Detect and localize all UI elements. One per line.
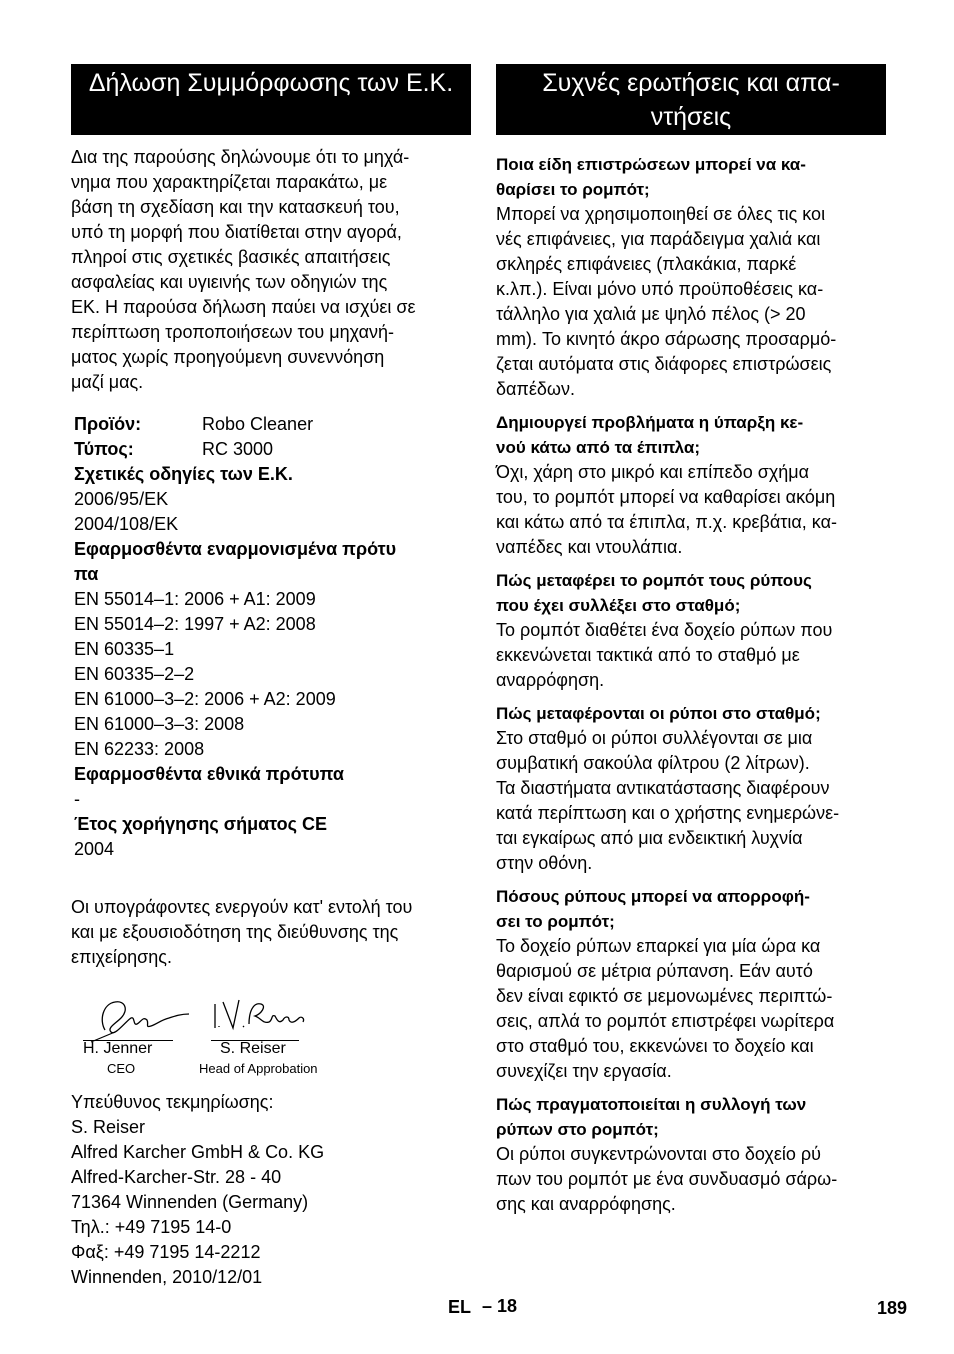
intro-line: ασφαλείας και υγιεινής των οδηγιών της (71, 272, 388, 292)
footer-language: EL (448, 1297, 472, 1317)
faq-heading (496, 64, 886, 135)
faq-question: Πώς μεταφέρονται οι ρύποι στο σταθμό; (496, 704, 821, 723)
faq-answer-line: Το ρομπότ διαθέτει ένα δοχείο ρύπων που (496, 620, 833, 640)
intro-line: υπό τη μορφή που διατίθεται στην αγορά, (71, 222, 402, 242)
signer2-role: Head of Approbation (199, 1061, 318, 1076)
faq-item (496, 1092, 886, 1217)
faq-question: σει το ρομπότ; (496, 912, 615, 931)
faq-answer (496, 934, 886, 1084)
national-label: Εφαρμοσθέντα εθνικά πρότυπα (74, 764, 344, 784)
harmonized-item: EN 60335–1 (74, 639, 175, 659)
faq-answer-line: Στο σταθμό οι ρύποι συλλέγονται σε μια (496, 728, 813, 748)
intro-line: ματος χωρίς προηγούμενη συνεννόηση (71, 347, 385, 367)
directives-label: Σχετικές οδηγίες των Ε.Κ. (74, 464, 293, 484)
declaration-heading-text: Δήλωση Συμμόρφωσης των Ε.Κ. (88, 69, 454, 97)
responsible-line: Υπεύθυνος τεκμηρίωσης: (71, 1092, 274, 1112)
faq-question: Ποια είδη επιστρώσεων μπορεί να κα- (496, 155, 806, 174)
faq-answer-line: Οι ρύποι συγκεντρώνονται στο δοχείο ρύ (496, 1144, 822, 1164)
faq-answer-line: θαρισμού σε μέτρια ρύπανση. Εάν αυτό (496, 961, 813, 981)
responsible-line: S. Reiser (71, 1117, 146, 1137)
faq-heading-line: Συχνές ερωτήσεις και απα- (542, 69, 840, 97)
faq-item (496, 884, 886, 1084)
intro-line: πληροί στις σχετικές βασικές απαιτήσεις (71, 247, 391, 267)
product-value: Robo Cleaner (202, 414, 314, 434)
type-row (74, 437, 471, 462)
faq-answer-line: νές επιφάνειες, για παράδειγμα χαλιά και (496, 229, 821, 249)
harmonized-item: EN 60335–2–2 (74, 664, 195, 684)
ce-label: Έτος χορήγησης σήματος CE (74, 814, 328, 834)
faq-answer-line: κ.λπ.). Είναι μόνο υπό προϋποθέσεις κα- (496, 279, 824, 299)
responsible-line: Τηλ.: +49 7195 14-0 (71, 1217, 232, 1237)
type-label: Τύπος: (74, 439, 134, 459)
faq-answer-line: σκληρές επιφάνειες (πλακάκια, παρκέ (496, 254, 797, 274)
faq-answer-line: σης και αναρρόφησης. (496, 1194, 676, 1214)
faq-answer-line: δαπέδων. (496, 379, 575, 399)
product-row (74, 412, 471, 437)
signer1-role: CEO (107, 1061, 136, 1076)
signature-reiser-image (209, 994, 309, 1038)
faq-answer-line: τάλληλο για χαλιά με ψηλό πέλος (> 20 (496, 304, 806, 324)
harmonized-item: EN 61000–3–3: 2008 (74, 714, 245, 734)
faq-answer-line: mm). Το κινητό άκρο σάρωσης προσαρμό- (496, 329, 837, 349)
signers-line: και με εξουσιοδότηση της διεύθυνσης της (71, 922, 399, 942)
harmonized-item: EN 55014–1: 2006 + A1: 2009 (74, 589, 316, 609)
signatures (71, 982, 471, 1074)
faq-answer-line: του, το ρομπότ μπορεί να καθαρίσει ακόμη (496, 487, 836, 507)
intro-line: Δια της παρούσης δηλώνουμε ότι το μηχά- (71, 147, 410, 167)
intro-line: περίπτωση τροποποιήσεων του μηχανή- (71, 322, 394, 342)
intro-line: μαζί μας. (71, 372, 144, 392)
ce-value: 2004 (74, 839, 115, 859)
faq-answer-line: συμβατική σακούλα φίλτρου (2 λίτρων). (496, 753, 810, 773)
footer-page-number: 189 (877, 1298, 908, 1318)
faq-item (496, 701, 886, 876)
responsible-line: Φαξ: +49 7195 14-2212 (71, 1242, 261, 1262)
faq-question: θαρίσει το ρομπότ; (496, 180, 650, 199)
responsible-line: Alfred-Karcher-Str. 28 - 40 (71, 1167, 282, 1187)
faq-answer-line: Τα διαστήματα αντικατάστασης διαφέρουν (496, 778, 830, 798)
faq-answer-line: στο σταθμό του, εκκενώνει το δοχείο και (496, 1036, 814, 1056)
faq-question: Πώς μεταφέρει το ρομπότ τους ρύπους (496, 571, 812, 590)
faq-answer-line: ται εγκαίρως από μια ενδεικτική λυχνία (496, 828, 803, 848)
faq-question: Δημιουργεί προβλήματα η ύπαρξη κε- (496, 413, 804, 432)
faq-item (496, 568, 886, 693)
type-value: RC 3000 (202, 439, 274, 459)
signer1-name: H. Jenner (83, 1040, 153, 1057)
faq-answer (496, 618, 886, 693)
signers-line: επιχείρησης. (71, 947, 172, 967)
harmonized-label: Εφαρμοσθέντα εναρμονισμένα πρότυ (74, 539, 397, 559)
responsible-line: Alfred Karcher GmbH & Co. KG (71, 1142, 325, 1162)
responsible-line: Winnenden, 2010/12/01 (71, 1267, 263, 1287)
faq-answer-line: πων του ρομπότ με ένα συνδυασμό σάρω- (496, 1169, 838, 1189)
faq-item (496, 410, 886, 560)
faq-answer-line: ζεται αυτόματα στις διάφορες επιστρώσεις (496, 354, 832, 374)
intro-line: ΕΚ. Η παρούσα δήλωση παύει να ισχύει σε (71, 297, 416, 317)
directive-item: 2004/108/ΕΚ (74, 514, 179, 534)
declaration-intro (71, 145, 471, 395)
faq-answer (496, 460, 886, 560)
faq-heading-line: ντήσεις (650, 103, 732, 131)
declaration-heading (71, 64, 471, 135)
intro-line: νημα που χαρακτηρίζεται παρακάτω, με (71, 172, 388, 192)
harmonized-item: EN 61000–3–2: 2006 + A2: 2009 (74, 689, 336, 709)
faq-answer-line: Όχι, χάρη στο μικρό και επίπεδο σχήμα (496, 462, 810, 482)
footer-section-page: – 18 (482, 1296, 518, 1316)
intro-line: βάση τη σχεδίαση και την κατασκευή του, (71, 197, 400, 217)
directive-item: 2006/95/ΕΚ (74, 489, 169, 509)
signers-statement (71, 895, 471, 970)
signer2-name: S. Reiser (220, 1040, 286, 1057)
responsible-line: 71364 Winnenden (Germany) (71, 1192, 309, 1212)
faq-answer-line: αναρρόφηση. (496, 670, 605, 690)
faq-answer-line: δεν είναι εφικτό σε μεμονωμένες περιπτώ- (496, 986, 833, 1006)
faq-answer-line: ναπέδες και ντουλάπια. (496, 537, 683, 557)
faq-answer (496, 202, 886, 402)
faq-answer-line: συνεχίζει την εργασία. (496, 1061, 672, 1081)
faq-answer-line: στην οθόνη. (496, 853, 593, 873)
product-spec (71, 412, 471, 862)
faq-answer-line: Μπορεί να χρησιμοποιηθεί σε όλες τις κοι (496, 204, 826, 224)
faq-answer (496, 726, 886, 876)
faq-answer-line: και κάτω από τα έπιπλα, π.χ. κρεβάτια, κα- (496, 512, 837, 532)
harmonized-item: EN 62233: 2008 (74, 739, 205, 759)
faq-question: Πώς πραγματοποιείται η συλλογή των (496, 1095, 807, 1114)
faq-answer-line: σεις, απλά το ρομπότ επιστρέφει νωρίτερα (496, 1011, 835, 1031)
faq-answer-line: εκκενώνεται τακτικά από το σταθμό με (496, 645, 800, 665)
harmonized-item: EN 55014–2: 1997 + A2: 2008 (74, 614, 316, 634)
faq-answer (496, 1142, 886, 1217)
harmonized-label-cont: πα (74, 564, 99, 584)
responsible-contact (71, 1090, 471, 1290)
faq-answer-line: κατά περίπτωση και ο χρήστης ενημερώνε- (496, 803, 840, 823)
product-label: Προϊόν: (74, 414, 142, 434)
faq-item (496, 152, 886, 402)
signature-jenner-image (85, 992, 195, 1044)
signers-line: Οι υπογράφοντες ενεργούν κατ' εντολή του (71, 897, 413, 917)
faq-answer-line: Το δοχείο ρύπων επαρκεί για μία ώρα κα (496, 936, 821, 956)
right-column (496, 64, 886, 1225)
left-column (71, 64, 471, 1290)
national-value: - (74, 789, 80, 809)
faq-question: Πόσους ρύπους μπορεί να απορροφή- (496, 887, 810, 906)
faq-question: που έχει συλλέξει στο σταθμό; (496, 596, 741, 615)
faq-question: ρύπων στο ρομπότ; (496, 1120, 659, 1139)
faq-question: νού κάτω από τα έπιπλα; (496, 438, 701, 457)
